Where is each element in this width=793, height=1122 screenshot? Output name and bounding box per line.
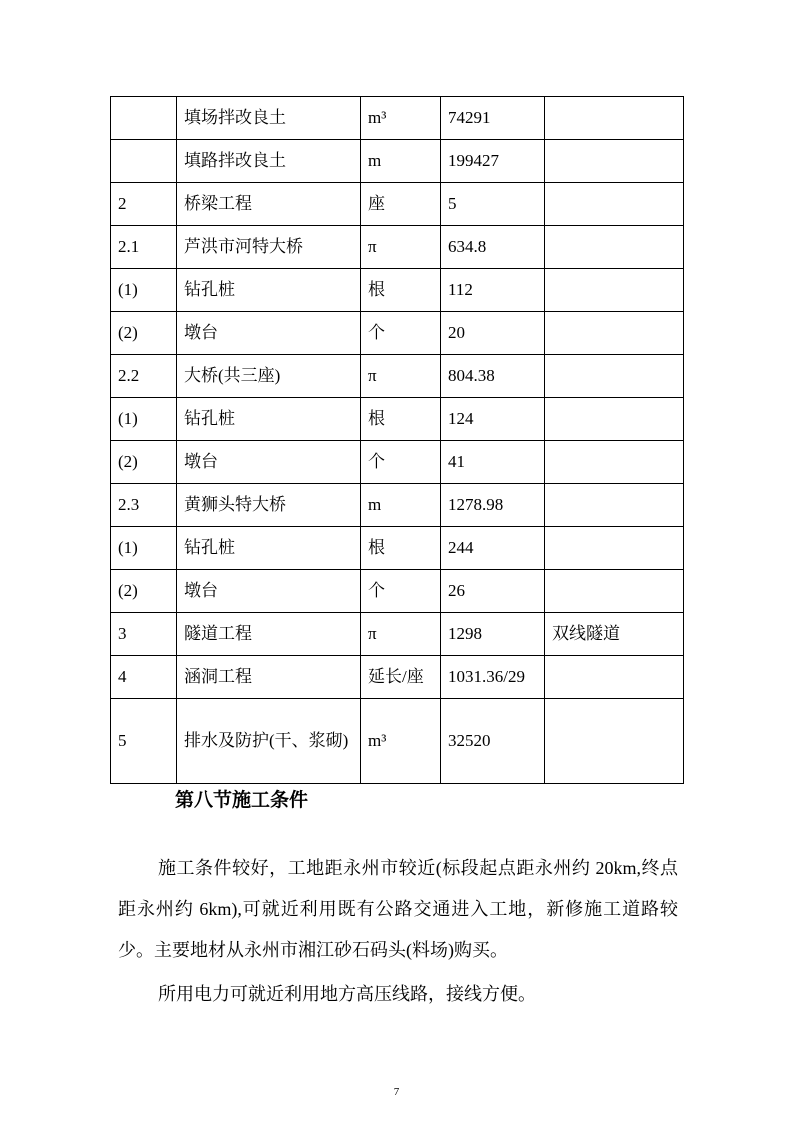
table-row — [111, 312, 684, 355]
row-number-cell: 5 — [111, 699, 177, 784]
table-row — [111, 613, 684, 656]
remark-cell — [545, 226, 684, 269]
remark-cell — [545, 441, 684, 484]
remark-cell — [545, 656, 684, 699]
item-name-cell: 钻孔桩 — [177, 269, 361, 312]
quantity-cell: 124 — [441, 398, 545, 441]
quantities-table — [110, 96, 684, 784]
quantity-cell: 41 — [441, 441, 545, 484]
item-name-cell: 墩台 — [177, 570, 361, 613]
table-row — [111, 226, 684, 269]
unit-cell: 根 — [361, 269, 441, 312]
page-number: 7 — [393, 1086, 400, 1098]
row-number-cell: 4 — [111, 656, 177, 699]
paragraph-power-supply: 所用电力可就近利用地方高压线路，接线方便。 — [158, 984, 536, 1004]
remark-cell — [545, 398, 684, 441]
unit-cell: 座 — [361, 183, 441, 226]
quantity-cell: 20 — [441, 312, 545, 355]
remark-cell — [545, 570, 684, 613]
quantity-cell: 804.38 — [441, 355, 545, 398]
remark-cell — [545, 699, 684, 784]
quantity-cell: 1298 — [441, 613, 545, 656]
row-number-cell: 2 — [111, 183, 177, 226]
table-row — [111, 527, 684, 570]
table-row — [111, 269, 684, 312]
item-name-cell: 桥梁工程 — [177, 183, 361, 226]
item-name-cell: 钻孔桩 — [177, 398, 361, 441]
row-number-cell: (2) — [111, 441, 177, 484]
unit-cell: π — [361, 226, 441, 269]
unit-cell: m³ — [361, 699, 441, 784]
row-number-cell: 2.3 — [111, 484, 177, 527]
item-name-cell: 钻孔桩 — [177, 527, 361, 570]
table-row — [111, 183, 684, 226]
unit-cell: 个 — [361, 441, 441, 484]
table-body — [111, 97, 684, 784]
item-name-cell: 大桥(共三座) — [177, 355, 361, 398]
quantity-cell: 112 — [441, 269, 545, 312]
remark-cell — [545, 183, 684, 226]
remark-cell: 双线隧道 — [545, 613, 684, 656]
item-name-cell: 黄狮头特大桥 — [177, 484, 361, 527]
table-row — [111, 484, 684, 527]
item-name-cell: 芦洪市河特大桥 — [177, 226, 361, 269]
unit-cell: 根 — [361, 527, 441, 570]
table-row — [111, 398, 684, 441]
row-number-cell: 3 — [111, 613, 177, 656]
remark-cell — [545, 527, 684, 570]
unit-cell: 根 — [361, 398, 441, 441]
paragraph-construction-conditions: 施工条件较好，工地距永州市较近(标段起点距永州约 20km,终点距永州约 6km),可就近利用既有公路交通进入工地，新修施工道路较少。主要地材从永州市湘江砂石码头(料场)购买。 — [118, 858, 678, 960]
quantity-cell: 199427 — [441, 140, 545, 183]
remark-cell — [545, 269, 684, 312]
unit-cell: m — [361, 484, 441, 527]
item-name-cell: 墩台 — [177, 441, 361, 484]
row-number-cell: (1) — [111, 527, 177, 570]
quantity-cell: 5 — [441, 183, 545, 226]
unit-cell: 延长/座 — [361, 656, 441, 699]
item-name-cell: 填路拌改良土 — [177, 140, 361, 183]
row-number-cell — [111, 140, 177, 183]
remark-cell — [545, 484, 684, 527]
row-number-cell: 2.1 — [111, 226, 177, 269]
quantity-cell: 244 — [441, 527, 545, 570]
quantity-cell: 1278.98 — [441, 484, 545, 527]
table-row — [111, 699, 684, 784]
table-row — [111, 441, 684, 484]
table-row — [111, 97, 684, 140]
table-row — [111, 140, 684, 183]
remark-cell — [545, 355, 684, 398]
remark-cell — [545, 312, 684, 355]
row-number-cell: (1) — [111, 398, 177, 441]
row-number-cell — [111, 97, 177, 140]
quantity-cell: 74291 — [441, 97, 545, 140]
section-heading: 第八节施工条件 — [175, 789, 309, 811]
table-row — [111, 570, 684, 613]
unit-cell: 个 — [361, 570, 441, 613]
item-name-cell: 排水及防护(干、浆砌) — [177, 699, 361, 784]
row-number-cell: 2.2 — [111, 355, 177, 398]
row-number-cell: (2) — [111, 570, 177, 613]
table-row — [111, 355, 684, 398]
quantity-cell: 1031.36/29 — [441, 656, 545, 699]
unit-cell: m³ — [361, 97, 441, 140]
item-name-cell: 墩台 — [177, 312, 361, 355]
unit-cell: π — [361, 355, 441, 398]
unit-cell: 个 — [361, 312, 441, 355]
remark-cell — [545, 97, 684, 140]
unit-cell: π — [361, 613, 441, 656]
quantity-cell: 26 — [441, 570, 545, 613]
item-name-cell: 涵洞工程 — [177, 656, 361, 699]
row-number-cell: (2) — [111, 312, 177, 355]
row-number-cell: (1) — [111, 269, 177, 312]
table-row — [111, 656, 684, 699]
item-name-cell: 隧道工程 — [177, 613, 361, 656]
quantity-cell: 32520 — [441, 699, 545, 784]
remark-cell — [545, 140, 684, 183]
quantity-cell: 634.8 — [441, 226, 545, 269]
item-name-cell: 填场拌改良土 — [177, 97, 361, 140]
unit-cell: m — [361, 140, 441, 183]
